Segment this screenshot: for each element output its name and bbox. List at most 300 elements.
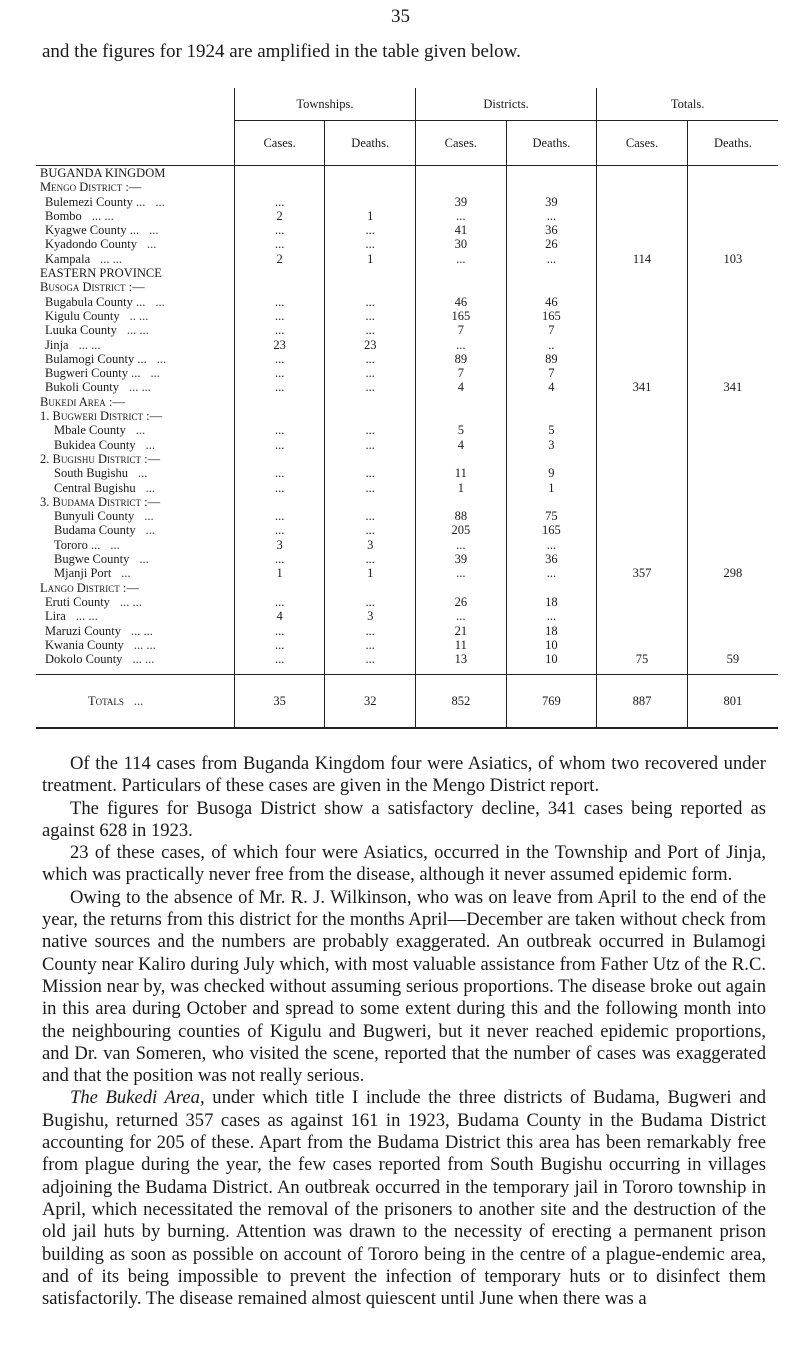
leader-dots: ... [156, 351, 167, 366]
cell-totals-deaths [687, 209, 778, 223]
cell-districts-cases: 26 [416, 595, 507, 609]
table-row [36, 452, 778, 466]
cell-townships-deaths [325, 495, 416, 509]
cell-totals-cases [597, 495, 688, 509]
cell-totals-cases [597, 438, 688, 452]
row-label: Eruti County [45, 594, 110, 609]
row-label-cell [36, 624, 234, 638]
table-row [36, 595, 778, 609]
cell-townships-cases: ... [234, 352, 325, 366]
row-label: Maruzi County [45, 623, 122, 638]
cell-townships-cases: ... [234, 652, 325, 666]
spacer-cell [597, 666, 688, 675]
cell-totals-cases [597, 624, 688, 638]
cell-townships-cases: ... [234, 624, 325, 638]
cell-districts-cases: 13 [416, 652, 507, 666]
cell-totals-deaths [687, 495, 778, 509]
cell-districts-cases: 39 [416, 552, 507, 566]
cell-districts-deaths: 7 [506, 323, 597, 337]
table-row [36, 309, 778, 323]
cell-districts-cases: 165 [416, 309, 507, 323]
body-text [42, 753, 766, 1310]
cell-townships-deaths: 1 [325, 566, 416, 580]
paragraph-wilkinson: Owing to the absence of Mr. R. J. Wilkinson, who was on leave from April to the end of the year, the returns from this district for the months April—December are taken without check from native sources and the numbers are probably exaggerated. An outbreak occurred in Bulamogi County near Kaliro during July which, with most valuable assistance from Father Utz of the R.C. Mission near by, was checked without assuming serious proportions. The disease broke out again in this area during October and spread to some extent during this and the following month into the neighbouring counties of Kigulu and Bugweri, but it never reached epidemic proportions, and Dr. van Someren, who visited the scene, reported that the number of cases was exaggerated and that the position was not really serious. [42, 886, 766, 1087]
cell-totals-cases [597, 609, 688, 623]
cell-totals-cases [597, 538, 688, 552]
cell-townships-deaths: ... [325, 352, 416, 366]
row-label: South Bugishu [54, 466, 128, 481]
table-row [36, 237, 778, 251]
cell-totals-cases [597, 352, 688, 366]
cell-districts-cases [416, 452, 507, 466]
cell-totals-deaths [687, 438, 778, 452]
cell-districts-deaths [506, 495, 597, 509]
cell-totals-cases: 887 [597, 675, 688, 729]
cell-townships-cases: ... [234, 595, 325, 609]
cell-districts-cases: 11 [416, 466, 507, 480]
totals-label: Totals [88, 694, 124, 709]
cell-totals-deaths [687, 395, 778, 409]
row-label: 1. Bugweri District :— [40, 409, 163, 424]
cell-districts-cases: 11 [416, 638, 507, 652]
cell-townships-deaths: ... [325, 366, 416, 380]
row-label: Kampala [45, 251, 91, 266]
cell-totals-cases [597, 323, 688, 337]
table-row [36, 252, 778, 266]
cell-townships-deaths: 23 [325, 338, 416, 352]
cell-districts-deaths: 26 [506, 237, 597, 251]
cell-townships-cases: 23 [234, 338, 325, 352]
cell-districts-deaths: 5 [506, 423, 597, 437]
paragraph-busoga: The figures for Busoga District show a satisfactory decline, 341 cases being reported as against 628 in 1923. [42, 797, 766, 841]
cell-totals-deaths [687, 552, 778, 566]
cell-townships-deaths: ... [325, 423, 416, 437]
cell-townships-cases: ... [234, 237, 325, 251]
cell-districts-cases: 89 [416, 352, 507, 366]
cell-districts-deaths: 3 [506, 438, 597, 452]
cell-townships-cases [234, 266, 325, 280]
header-totals-cases: Cases. [597, 121, 688, 166]
row-label-cell [36, 595, 234, 609]
row-label: Bukedi Area :— [40, 394, 125, 409]
cell-districts-deaths: 10 [506, 652, 597, 666]
cell-totals-deaths: 59 [726, 652, 740, 667]
cell-totals-cases [597, 423, 688, 437]
row-label-cell [36, 380, 234, 394]
cell-districts-deaths: 165 [506, 523, 597, 537]
cell-townships-cases: ... [234, 223, 325, 237]
leader-dots: ... [137, 466, 148, 481]
cell-totals-cases [597, 395, 688, 409]
cell-totals-deaths [687, 166, 778, 181]
table-row [36, 295, 778, 309]
cell-totals-cases: 114 [597, 252, 688, 266]
cell-districts-deaths [506, 180, 597, 194]
cell-districts-cases: ... [416, 209, 507, 223]
row-label: Bugabula County ... [45, 294, 146, 309]
cell-totals-deaths [687, 180, 778, 194]
cell-districts-deaths: 165 [506, 309, 597, 323]
cell-townships-cases [234, 495, 325, 509]
table-row [36, 481, 778, 495]
row-label: EASTERN PROVINCE [40, 266, 162, 281]
cell-districts-cases [416, 280, 507, 294]
cell-totals-deaths [687, 581, 778, 595]
cell-townships-cases: ... [234, 481, 325, 495]
cell-districts-cases: 1 [416, 481, 507, 495]
cell-townships-deaths: ... [325, 595, 416, 609]
table-row [36, 180, 778, 194]
row-label-cell [36, 495, 234, 509]
row-label: Busoga District :— [40, 280, 145, 295]
cell-townships-cases [234, 280, 325, 294]
row-label-cell [36, 652, 234, 666]
leader-dots: ... [135, 423, 146, 438]
row-label: Lira [45, 609, 66, 624]
cell-districts-deaths: .. [506, 338, 597, 352]
cell-totals-deaths [687, 509, 778, 523]
header-townships: Townships. [234, 88, 415, 121]
leader-dots: ... [110, 537, 120, 552]
cell-districts-deaths [506, 581, 597, 595]
header-totals: Totals. [597, 88, 778, 121]
cell-totals-cases [597, 223, 688, 237]
cell-totals-deaths [687, 609, 778, 623]
leader-dots: ... ... [132, 652, 155, 667]
totals-row [36, 675, 778, 729]
table-row [36, 423, 778, 437]
leader-dots: ... ... [128, 380, 151, 395]
cell-townships-deaths [325, 195, 416, 209]
cell-townships-deaths: ... [325, 638, 416, 652]
row-label: Central Bugishu [54, 480, 136, 495]
cell-totals-cases [597, 581, 688, 595]
row-label: Dokolo County [45, 652, 123, 667]
cell-totals-deaths [687, 352, 778, 366]
row-label: 2. Bugishu District :— [40, 451, 161, 466]
cell-districts-deaths: ... [506, 566, 597, 580]
cell-districts-cases: 7 [416, 323, 507, 337]
cell-totals-deaths: 341 [723, 380, 743, 395]
row-label-cell [36, 409, 234, 423]
table-body [36, 166, 778, 729]
cell-districts-cases [416, 266, 507, 280]
table-row [36, 166, 778, 181]
cell-districts-cases [416, 166, 507, 181]
row-label-cell [36, 423, 234, 437]
row-label: Jinja [45, 337, 69, 352]
row-label: Kyadondo County [45, 237, 138, 252]
cell-districts-deaths: ... [506, 252, 597, 266]
cell-totals-deaths [687, 466, 778, 480]
row-label-cell [36, 552, 234, 566]
cell-districts-cases: 21 [416, 624, 507, 638]
cell-totals-deaths [687, 638, 778, 652]
leader-dots: ... ... [78, 337, 101, 352]
cell-totals-deaths [687, 323, 778, 337]
cell-totals-cases [597, 481, 688, 495]
cell-townships-cases [234, 409, 325, 423]
cell-townships-deaths: ... [325, 380, 416, 394]
leader-dots: ... [139, 552, 149, 567]
cell-districts-cases: 88 [416, 509, 507, 523]
row-label-cell [36, 223, 234, 237]
table-row [36, 552, 778, 566]
cell-districts-deaths: 1 [506, 481, 597, 495]
intro-sentence: and the figures for 1924 are amplified in the table given below. [42, 41, 521, 62]
row-label-cell [36, 609, 234, 623]
cell-totals-cases [597, 638, 688, 652]
cell-townships-cases: ... [234, 323, 325, 337]
cell-totals-cases: 341 [597, 380, 688, 394]
cell-totals-deaths [687, 409, 778, 423]
cell-totals-deaths [687, 295, 778, 309]
row-label-cell [36, 237, 234, 251]
cell-districts-deaths: 18 [506, 595, 597, 609]
bukedi-text: under which title I include the three districts of Budama, Bugweri and Bugishu, returned 357 cases as against 161 in 1923, Budama County in the Budama District accounting for 205 of these. Apart from the Budama District this area has been remarkably free from plague during the year, the few cases reported from South Bugishu occurring in villages adjoining the Budama District. An outbreak occurred in the temporary jail in Tororo township in April, which necessitated the removal of the prisoners to another site and the destruction of the old jail huts by burning. Attention was drawn to the necessity of erecting a permanent prison building as soon as possible on account of Tororo being in the centre of a plague-endemic area, and of its being impossible to prevent the infection of temporary huts or to disinfect them satisfactorily. The disease remained almost quiescent until June when there was a [42, 1087, 766, 1310]
cell-townships-deaths: 3 [325, 609, 416, 623]
cell-districts-deaths: 36 [506, 223, 597, 237]
header-totals-deaths: Deaths. [713, 135, 752, 150]
cell-totals-deaths [687, 223, 778, 237]
cell-totals-cases [597, 409, 688, 423]
header-townships-cases: Cases. [234, 121, 325, 166]
cell-districts-deaths: 7 [506, 366, 597, 380]
header-districts: Districts. [416, 88, 597, 121]
cell-townships-cases: 4 [234, 609, 325, 623]
cell-districts-cases: 4 [416, 438, 507, 452]
cell-totals-deaths [687, 423, 778, 437]
row-label-cell [36, 280, 234, 294]
cell-districts-cases [416, 395, 507, 409]
cell-totals-deaths: 298 [723, 566, 743, 581]
cell-townships-deaths: 1 [325, 209, 416, 223]
table-row [36, 509, 778, 523]
cell-totals-cases [597, 195, 688, 209]
table-row [36, 566, 778, 580]
cell-townships-deaths: 1 [325, 252, 416, 266]
cell-totals-deaths [687, 338, 778, 352]
leader-dots: ... [121, 566, 131, 581]
cell-townships-cases: ... [234, 195, 325, 209]
table-row [36, 352, 778, 366]
leader-dots: ... [145, 480, 155, 495]
cell-districts-deaths: ... [506, 609, 597, 623]
leader-dots: ... [150, 366, 160, 381]
row-label-cell [36, 395, 234, 409]
row-label-cell [36, 266, 234, 280]
cell-totals-cases: 75 [597, 652, 688, 666]
leader-dots: ... [133, 694, 144, 709]
cell-totals-cases [597, 237, 688, 251]
cell-townships-cases [234, 395, 325, 409]
cell-townships-cases [234, 581, 325, 595]
cell-districts-deaths: 10 [506, 638, 597, 652]
row-label-cell [36, 481, 234, 495]
cell-townships-deaths [325, 266, 416, 280]
leader-dots: ... ... [75, 609, 98, 624]
row-label-cell [36, 566, 234, 580]
cell-totals-cases [597, 338, 688, 352]
spacer-cell [234, 666, 325, 675]
table-row [36, 438, 778, 452]
table-row [36, 538, 778, 552]
cell-districts-cases: 852 [416, 675, 507, 729]
cell-townships-cases: ... [234, 423, 325, 437]
row-label: Lango District :— [40, 580, 139, 595]
cell-totals-cases [597, 266, 688, 280]
cell-townships-cases: ... [234, 552, 325, 566]
row-label: Bunyuli County [54, 509, 135, 524]
cell-totals-cases: 357 [597, 566, 688, 580]
leader-dots: ... [155, 194, 165, 209]
cell-townships-cases: ... [234, 438, 325, 452]
plague-cases-table [36, 88, 778, 744]
leader-dots: ... [155, 294, 165, 309]
row-label-cell [36, 252, 234, 266]
cell-townships-cases: 3 [234, 538, 325, 552]
table-row [36, 223, 778, 237]
cell-townships-deaths: 3 [325, 538, 416, 552]
cell-districts-deaths: 75 [506, 509, 597, 523]
table-row [36, 395, 778, 409]
cell-townships-deaths: ... [325, 323, 416, 337]
leader-dots: ... [149, 223, 159, 238]
cell-districts-deaths: 46 [506, 295, 597, 309]
cell-totals-deaths [687, 624, 778, 638]
cell-townships-deaths: ... [325, 552, 416, 566]
cell-townships-deaths: ... [325, 624, 416, 638]
cell-districts-cases: ... [416, 338, 507, 352]
cell-totals-deaths [687, 595, 778, 609]
cell-totals-cases [597, 180, 688, 194]
cell-districts-deaths [506, 395, 597, 409]
totals-label-cell [36, 675, 234, 729]
cell-townships-deaths [325, 409, 416, 423]
cell-townships-cases: ... [234, 523, 325, 537]
cell-totals-cases [597, 295, 688, 309]
cell-totals-deaths [687, 237, 778, 251]
cell-totals-cases [597, 595, 688, 609]
cell-districts-cases [416, 409, 507, 423]
cell-totals-cases [597, 280, 688, 294]
row-label-cell [36, 438, 234, 452]
cell-townships-cases [234, 166, 325, 181]
cell-townships-cases: ... [234, 309, 325, 323]
cell-townships-deaths: ... [325, 295, 416, 309]
cell-totals-deaths: 801 [687, 675, 778, 729]
cell-districts-deaths [506, 166, 597, 181]
table-row [36, 280, 778, 294]
leader-dots: ... ... [100, 251, 122, 266]
cell-districts-cases [416, 581, 507, 595]
cell-totals-cases [597, 166, 688, 181]
cell-districts-deaths: ... [506, 538, 597, 552]
paragraph-buganda: Of the 114 cases from Buganda Kingdom four were Asiatics, of whom two recovered under treatment. Particulars of these cases are given in the Mengo District report. [42, 753, 766, 797]
row-label-cell [36, 180, 234, 194]
cell-districts-cases: 205 [416, 523, 507, 537]
cell-townships-deaths [325, 395, 416, 409]
table-row [36, 209, 778, 223]
cell-townships-deaths [325, 166, 416, 181]
cell-totals-cases [597, 509, 688, 523]
leader-dots: ... ... [126, 323, 149, 338]
cell-totals-cases [597, 452, 688, 466]
row-label: Luuka County [45, 323, 117, 338]
row-label: BUGANDA KINGDOM [40, 166, 166, 180]
table-row [36, 581, 778, 595]
cell-districts-deaths: 89 [506, 352, 597, 366]
table-row [36, 338, 778, 352]
cell-townships-cases [234, 180, 325, 194]
cell-totals-cases [597, 552, 688, 566]
cell-totals-cases [597, 523, 688, 537]
cell-totals-deaths [687, 266, 778, 280]
leader-dots: ... [145, 437, 155, 452]
table-row [36, 495, 778, 509]
bukedi-area-title: The Bukedi Area, [70, 1087, 205, 1109]
cell-townships-deaths: ... [325, 309, 416, 323]
cell-districts-deaths: ... [506, 209, 597, 223]
cell-townships-deaths: ... [325, 523, 416, 537]
cell-townships-cases: ... [234, 638, 325, 652]
cell-districts-cases: ... [416, 538, 507, 552]
cell-districts-cases: ... [416, 566, 507, 580]
table-row [36, 195, 778, 209]
cell-totals-cases [597, 309, 688, 323]
cell-districts-cases: 5 [416, 423, 507, 437]
cell-townships-cases: ... [234, 366, 325, 380]
leader-dots: ... [145, 523, 155, 538]
cell-townships-cases: 2 [234, 252, 325, 266]
header-townships-deaths: Deaths. [325, 121, 416, 166]
cell-totals-deaths [687, 309, 778, 323]
table-row [36, 266, 778, 280]
table-row [36, 409, 778, 423]
row-label: Bulemezi County ... [45, 194, 146, 209]
cell-townships-deaths: ... [325, 438, 416, 452]
spacer-cell [325, 666, 416, 675]
cell-townships-cases: 2 [234, 209, 325, 223]
cell-townships-cases: ... [234, 380, 325, 394]
cell-districts-cases: ... [416, 609, 507, 623]
cell-townships-cases [234, 452, 325, 466]
row-label: Bulamogi County ... [45, 351, 147, 366]
cell-totals-cases [597, 209, 688, 223]
leader-dots: ... ... [91, 208, 114, 223]
spacer-cell [416, 666, 507, 675]
cell-districts-cases [416, 495, 507, 509]
cell-totals-deaths [687, 452, 778, 466]
cell-townships-cases: 1 [234, 566, 325, 580]
cell-townships-cases: 35 [234, 675, 325, 729]
cell-townships-deaths: ... [325, 223, 416, 237]
cell-townships-deaths: ... [325, 509, 416, 523]
row-label-cell [36, 166, 234, 181]
cell-districts-cases: 7 [416, 366, 507, 380]
table-row [36, 523, 778, 537]
table-row [36, 466, 778, 480]
row-label: 3. Budama District :— [40, 494, 161, 509]
row-label: Bugweri County ... [45, 366, 141, 381]
row-label: Tororo ... [54, 537, 101, 552]
row-label-cell [36, 309, 234, 323]
cell-districts-deaths: 39 [506, 195, 597, 209]
cell-districts-deaths [506, 280, 597, 294]
row-label-cell [36, 338, 234, 352]
row-label-cell [36, 452, 234, 466]
cell-townships-deaths [325, 452, 416, 466]
